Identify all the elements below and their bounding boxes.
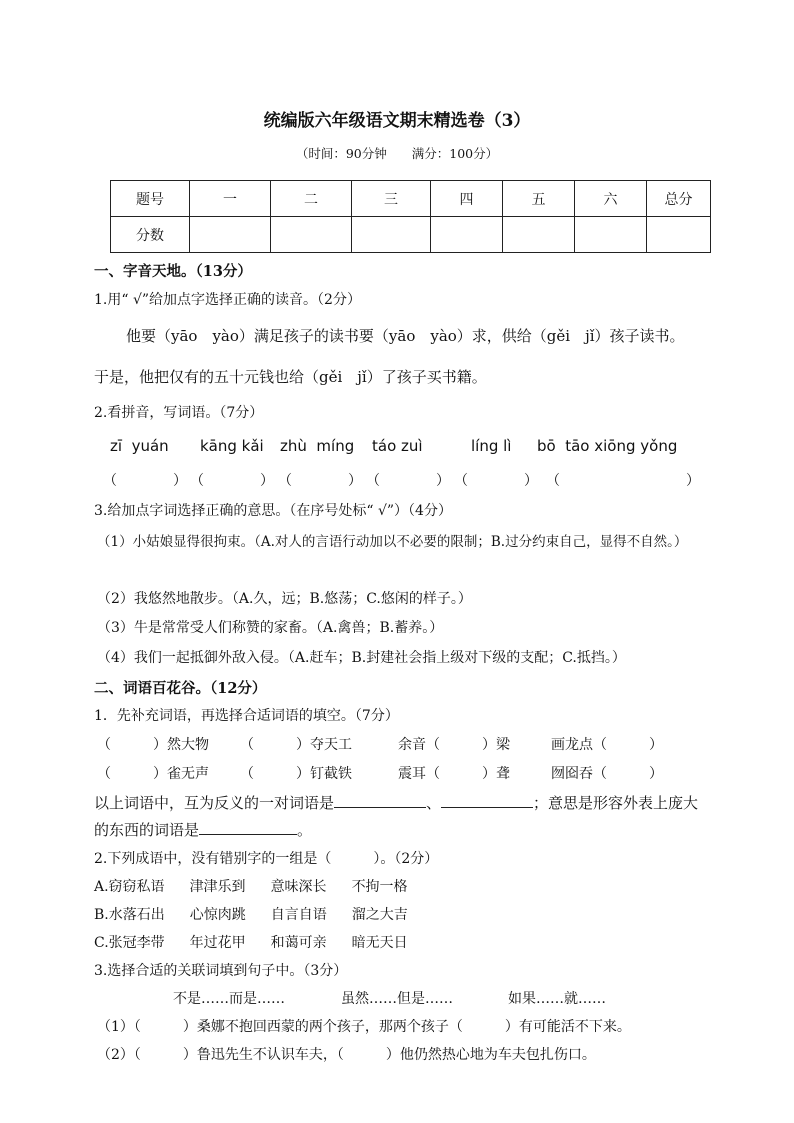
idiom-blank[interactable]: （ ）然大物: [97, 737, 209, 753]
list-item: （2）（ ）鲁迅先生不认识车夫，（ ）他仍然热心地为车夫包扎伤口。: [97, 1047, 596, 1063]
score-cell[interactable]: [271, 217, 352, 253]
idiom-blank[interactable]: 余音（ ）梁: [398, 737, 510, 753]
score-table-header-cell: 总分: [647, 181, 711, 217]
fill-blank[interactable]: [334, 792, 426, 808]
score-cell[interactable]: [352, 217, 431, 253]
section-heading: 一、字音天地。（13分）: [94, 263, 252, 280]
page-title: 统编版六年级语文期末精选卷（3）: [263, 111, 531, 131]
score-table-score-row: [111, 217, 711, 253]
score-cell[interactable]: [503, 217, 575, 253]
fill-text: ；意思是形容外表上庞大: [533, 794, 699, 812]
list-item: （3）牛是常常受人们称赞的家畜。（A.禽兽；B.蓄养。）: [97, 620, 444, 636]
pinyin: zhù míng: [280, 437, 355, 455]
score-table-header-cell: 四: [431, 181, 503, 217]
question-prompt: 1．先补充词语，再选择合适词语的填空。（7分）: [94, 708, 399, 724]
answer-box-5[interactable]: （ ）: [454, 473, 538, 489]
pinyin: kāng kǎi: [200, 437, 264, 455]
option-word: 和蔼可亲: [270, 935, 327, 951]
pinyin: zī yuán: [110, 437, 169, 455]
question-text: 于是，他把仅有的五十元钱也给（gěi jǐ）了孩子买书籍。: [94, 368, 487, 386]
answer-box-6[interactable]: （ ）: [546, 473, 700, 489]
option-word: B.水落石出: [94, 907, 165, 923]
option-a[interactable]: [94, 876, 408, 896]
idiom-blank[interactable]: 囫囵吞（ ）: [551, 766, 663, 782]
score-table-header-cell: 五: [503, 181, 575, 217]
fill-blank[interactable]: [199, 819, 297, 835]
question-prompt: 1.用“ √”给加点字选择正确的读音。（2分）: [94, 292, 361, 308]
pinyin: líng lì: [471, 437, 512, 455]
score-table-header-cell: 二: [271, 181, 352, 217]
question-prompt: 2.下列成语中，没有错别字的一组是（ ）。（2分）: [94, 851, 439, 867]
score-cell[interactable]: [647, 217, 711, 253]
fill-text: 。: [297, 821, 313, 839]
fill-sentence: [94, 792, 698, 813]
question-prompt: 3.选择合适的关联词填到句子中。（3分）: [94, 963, 348, 979]
score-cell[interactable]: [190, 217, 271, 253]
conjunction-option: 如果……就……: [508, 991, 606, 1007]
exam-info: （时间：90分钟 满分：100分）: [295, 146, 499, 161]
score-table-header-row: [111, 181, 711, 217]
option-word: 暗无天日: [351, 935, 408, 951]
option-b[interactable]: [94, 904, 408, 924]
option-word: 津津乐到: [189, 879, 246, 895]
option-word: 自言自语: [270, 907, 327, 923]
idiom-blank[interactable]: （ ）雀无声: [97, 766, 209, 782]
answer-box-3[interactable]: （ ）: [278, 473, 362, 489]
score-cell[interactable]: [431, 217, 503, 253]
question-prompt: 3.给加点字词选择正确的意思。（在序号处标“ √”）（4分）: [94, 503, 452, 519]
list-item: （2）我悠然地散步。（A.久，远；B.悠荡；C.悠闲的样子。）: [97, 591, 472, 607]
score-table-header-cell: 一: [190, 181, 271, 217]
question-prompt: 2.看拼音，写词语。（7分）: [94, 405, 264, 421]
option-word: A.窃窃私语: [94, 879, 165, 895]
pinyin: bō tāo xiōng yǒng: [537, 437, 678, 455]
conjunction-option: 不是……而是……: [173, 991, 285, 1007]
option-word: 溜之大吉: [351, 907, 408, 923]
question-text: 他要（yāo yào）满足孩子的读书要（yāo yào）求，供给（gěi jǐ）孩子读书。: [126, 327, 685, 345]
idiom-blank[interactable]: （ ）钉截铁: [240, 766, 352, 782]
answer-box-2[interactable]: （ ）: [190, 473, 274, 489]
answer-box-4[interactable]: （ ）: [366, 473, 450, 489]
score-table-header-cell: 六: [575, 181, 647, 217]
idiom-blank[interactable]: （ ）夺天工: [240, 737, 352, 753]
answer-box-1[interactable]: （ ）: [103, 473, 187, 489]
fill-text: 、: [426, 794, 442, 812]
score-table-row-label: 分数: [111, 217, 190, 253]
fill-text: 的东西的词语是: [94, 821, 200, 839]
option-word: 意味深长: [270, 879, 327, 895]
idiom-blank[interactable]: 震耳（ ）聋: [398, 766, 510, 782]
fill-sentence: [94, 819, 312, 840]
fill-blank[interactable]: [441, 792, 533, 808]
score-table: [110, 180, 711, 253]
fill-text: 以上词语中，互为反义的一对词语是: [94, 794, 335, 812]
pinyin: táo zuì: [372, 437, 423, 455]
score-cell[interactable]: [575, 217, 647, 253]
option-word: C.张冠李带: [94, 935, 165, 951]
section-heading: 二、词语百花谷。（12分）: [94, 680, 267, 697]
idiom-blank[interactable]: 画龙点（ ）: [551, 737, 663, 753]
option-word: 心惊肉跳: [189, 907, 246, 923]
score-table-header-cell: 三: [352, 181, 431, 217]
option-word: 不拘一格: [351, 879, 408, 895]
list-item: （1）小姑娘显得很拘束。（A.对人的言语行动加以不必要的限制；B.过分约束自己，显得不自然。）: [97, 534, 688, 550]
score-table-header-cell: 题号: [111, 181, 190, 217]
list-item: （1）（ ）桑娜不抱回西蒙的两个孩子，那两个孩子（ ）有可能活不下来。: [97, 1019, 631, 1035]
option-c[interactable]: [94, 932, 408, 952]
option-word: 年过花甲: [189, 935, 246, 951]
conjunction-option: 虽然……但是……: [341, 991, 453, 1007]
list-item: （4）我们一起抵御外敌入侵。（A.赶车；B.封建社会指上级对下级的支配；C.抵挡。）: [97, 650, 626, 666]
